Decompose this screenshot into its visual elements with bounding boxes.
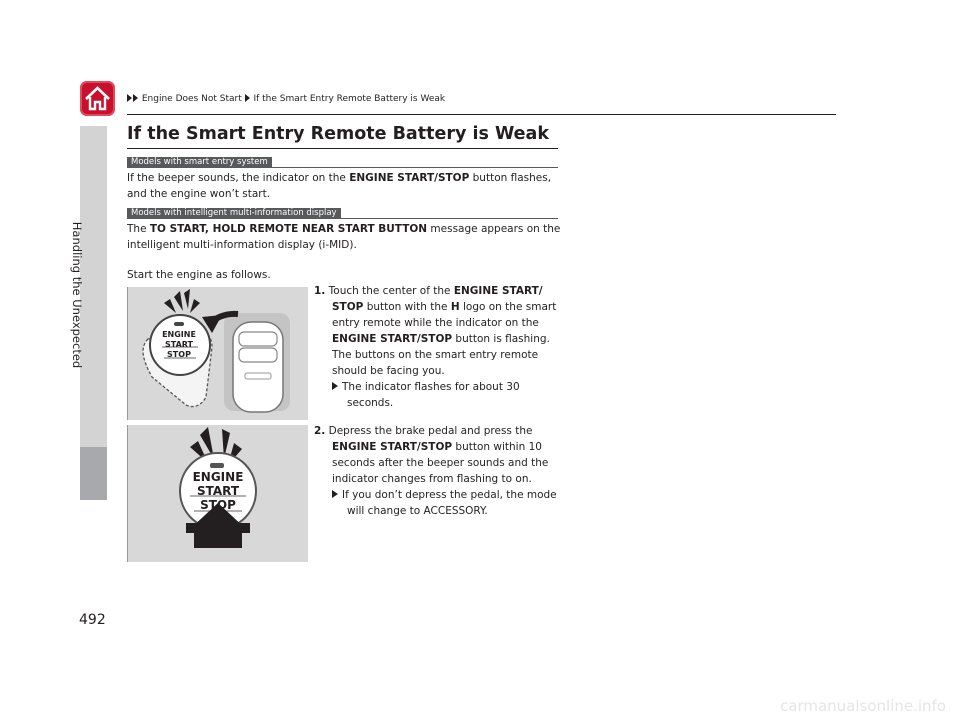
home-icon [84,86,111,111]
chevron-right-icon [133,94,138,102]
figure-press-button [127,425,308,562]
badge-rule [127,218,558,219]
badge-rule [127,167,558,168]
paragraph-message: The TO START, HOLD REMOTE NEAR START BUTTON message appears on the intelligent multi-information display (i-MID). [127,223,561,251]
chapter-tab-marker [80,447,107,500]
figure-label-stop: STOP [167,350,191,359]
step-1: 1. Touch the center of the ENGINE START/ STOP button with the H logo on the smart entry remote while the indicator on the ENGINE START/STOP button is flashing. The buttons on the smart entry remote should be facing you. The indicator flashes for about 30 seconds. [314,285,557,409]
model-badge-imid: Models with intelligent multi-information display [127,208,341,219]
paragraph-beeper: If the beeper sounds, the indicator on the ENGINE START/STOP button flashes, and the engine won’t start. [127,172,552,200]
footer-watermark: carmanualsonline.info [780,697,946,715]
header-rule [127,114,836,115]
chapter-label: Handling the Unexpected [70,221,84,369]
chapter-tab [80,126,107,500]
breadcrumb-item-battery[interactable]: If the Smart Entry Remote Battery is Weak [253,94,446,104]
figure-label-stop: STOP [200,498,236,512]
chevron-right-icon [245,94,250,102]
page-title: If the Smart Entry Remote Battery is Weak [127,124,549,144]
breadcrumb [127,94,445,104]
step-2: 2. Depress the brake pedal and press the ENGINE START/STOP button within 10 seconds after the beeper sounds and the indicator changes from flashing to on. If you don’t depress the pedal, the mode will change to ACCESSORY. [314,425,557,517]
model-badge-smart-entry: Models with smart entry system [127,157,272,168]
chevron-right-icon [127,94,132,102]
title-rule [127,148,558,149]
paragraph-start: Start the engine as follows. [127,269,271,281]
arrow-right-icon [332,382,338,390]
figure-label-engine: ENGINE [192,470,244,484]
figure-label-start: START [164,340,194,349]
arrow-right-icon [332,490,338,498]
figure-label-engine: ENGINE [162,330,196,339]
figure-label-start: START [196,484,240,498]
figure-remote-touch [127,287,308,420]
home-button[interactable] [80,81,115,116]
breadcrumb-item-engine[interactable]: Engine Does Not Start [141,94,242,104]
page-number: 492 [79,612,106,628]
